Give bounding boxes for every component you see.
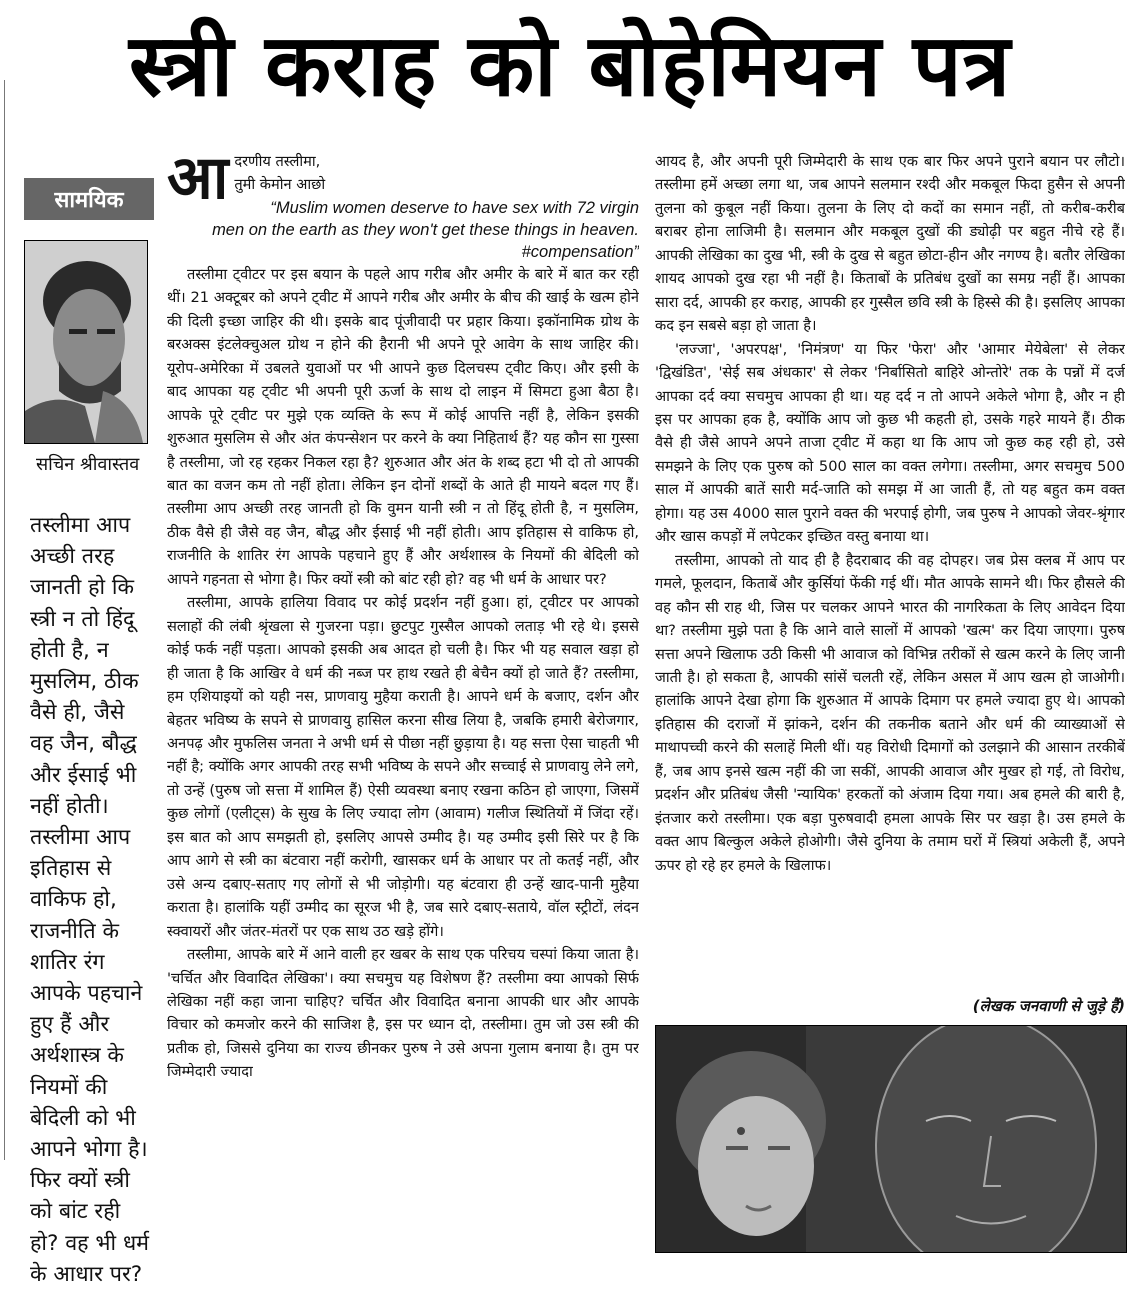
column-divider	[4, 80, 5, 1160]
article-column-2	[655, 150, 1125, 990]
paragraph: तस्लीमा, आपको तो याद ही है हैदराबाद की वह दोपहर। जब प्रेस क्लब में आप पर गमले, फूलदान, किताबें और कुर्सियां फेंकी गई थीं। मौत आपके सामने थी। फिर हौसले की वह कौन सी राह थी, जिस पर चलकर आपने भारत की नागरिकता के लिए आवेदन दिया था? तस्लीमा मुझे पता है कि आने वाले सालों में आपको 'खत्म' कर दिया जाएगा। पुरुष सत्ता अपने खिलाफ उठी किसी भी आवाज को विभिन्न तरीकों से खत्म करने के लिए जानी जाती है। हो सकता है, आपकी सांसें चलती रहें, लेकिन असल में आप खत्म हो जाओगी। हालांकि आपने देखा होगा कि शुरुआत में आपके दिमाग पर हमले ज्यादा हुए थे। आपको इतिहास की दराजों में झांकने, दर्शन की तकनीक बताने और धर्म की व्याख्याओं से माथापच्ची करने की सलाहें मिली थीं। यह विरोधी दिमागों को उलझाने की आसान तरकीबें हैं, जब आप इनसे खत्म नहीं की जा सकीं, आपकी आवाज और मुखर हो गई, तो विरोध, प्रदर्शन और प्रतिबंध जैसी 'न्यायिक' हरकतों को अंजाम दिया गया। अब हमले की बारी है, इंतजार करो तस्लीमा। एक बड़ा पुरुषवादी हमला आपके सिर पर खड़ा है। उस हमले के वक्त आप बिल्कुल अकेले होओगी। जैसे दुनिया के तमाम घरों में स्त्रियां अकेली हैं, अपने ऊपर हो रहे हर हमले के खिलाफ।	[655, 551, 1125, 874]
headline: स्त्री कराह को बोहेमियन पत्र	[128, 16, 1012, 116]
english-tweet-quote: “Muslim women deserve to have sex with 72 virgin men on the earth as they won't get these things in heaven. #compensation”	[212, 198, 639, 261]
article-column-1	[167, 150, 639, 1260]
author-name: सचिन श्रीवास्तव	[36, 454, 140, 475]
paragraph: आयद है, और अपनी पूरी जिम्मेदारी के साथ एक बार फिर अपने पुराने बयान पर लौटो। तस्लीमा हमें अच्छा लगा था, जब आपने सलमान रश्दी और मकबूल फिदा हुसैन से अपनी तुलना को कुबूल नहीं किया। तुलना के लिए दो कदों का समान नहीं, तो करीब-करीब बराबर होना लाजिमी है। सलमान और मकबूल दुखों की ड्योढ़ी पर बहुत नीचे रहे हैं। आपकी लेखिका का दुख भी, स्त्री के दुख से बहुत छोटा-हीन और नगण्य है। बतौर लेखिका शायद आपको दुख रहा भी नहीं है। किताबों के प्रतिबंध दुखों का समग्र नहीं हैं। आपका सारा दर्द, आपकी हर कराह, आपकी हर गुस्सैल छवि स्त्री के हिस्से की है। इसलिए आपका कद इन सबसे बड़ा हो जाता है।	[655, 153, 1125, 335]
taslima-portrait-image	[656, 1026, 1126, 1252]
drop-cap: आ	[167, 150, 229, 213]
salutation-line-2: तुमी केमोन आछो	[234, 176, 326, 194]
section-kicker: सामयिक	[24, 178, 154, 220]
paragraph: 'लज्जा', 'अपरपक्ष', 'निमंत्रण' या फिर 'फेरा' और 'आमार मेयेबेला' से लेकर 'द्विखंडित', 'सेई सब अंधकार' से लेकर 'निर्बासितो बाहिरे ओन्तोरे' तक के पन्नों में दर्ज आपका दर्द क्या सचमुच आपका ही था। यह दर्द न तो आपने अकेले भोगा है, और न ही इस पर आपका हक है, क्योंकि आप जो कुछ भी कहती हो, उसके गहरे मायने हैं। ठीक वैसे ही जैसे आपने अपने ताजा ट्वीट में कहा था कि आप जो कुछ कह रही हो, उसे समझने के लिए एक पुरुष को 500 साल का वक्त लगेगा। तस्लीमा, अगर सचमुच 500 साल में आपकी बातें सारी मर्द-जाति को समझ में आ जाती हैं, तो यह बहुत कम वक्त होगा। यह उस 4000 साल पुराने वक्त की भरपाई होगी, जब पुरुष ने आपको जेवर-श्रृंगार और खास कपड़ों में लपेटकर इच्छित वस्तु बनाया था।	[655, 340, 1125, 546]
paragraph: तस्लीमा, आपके बारे में आने वाली हर खबर के साथ एक परिचय चस्पां किया जाता है। 'चर्चित और विवादित लेखिका'। क्या सचमुच यह विशेषण हैं? तस्लीमा क्या आपको सिर्फ लेखिका नहीं कहा जाना चाहिए? चर्चित और विवादित बनाना आपकी धार और आपके विचार को कमजोर करने की साजिश है, इस पर ध्यान दो, तस्लीमा। तुम जो उस स्त्री की प्रतीक हो, जिससे दुनिया का राज्य छीनकर पुरुष ने उसे अपना गुलाम बनाया है। तुम पर जिम्मेदारी ज्यादा	[167, 946, 639, 1081]
author-footnote: (लेखक जनवाणी से जुड़े हैं)	[972, 997, 1125, 1015]
salutation-line-1: दरणीय तस्लीमा,	[234, 153, 321, 170]
author-portrait-image	[25, 241, 147, 443]
sidebar	[24, 160, 154, 476]
taslima-photo	[655, 1025, 1127, 1253]
paragraph: तस्लीमा, आपके हालिया विवाद पर कोई प्रदर्शन नहीं हुआ। हां, ट्वीटर पर आपको सलाहों की लंबी श्रृंखला से गुजरना पड़ा। छुटपुट गुस्सैल आपको लताड़ भी रहे थे। इससे कोई फर्क नहीं पड़ता। आपको इसकी अब आदत हो चली है। फिर भी यह सवाल खड़ा हो ही जाता है कि आखिर वे धर्म की नब्ज पर हाथ रखते ही बेचैन क्यों हो जाते हैं? तस्लीमा, हम एशियाइयों को यही नस, प्राणवायु मुहैया कराती है। आपने धर्म के बजाए, दर्शन और बेहतर भविष्य के सपने से प्राणवायु हासिल करना सीख लिया है, जबकि हमारी बेरोजगार, अनपढ़ और मुफलिस जनता ने अभी धर्म से पीछा नहीं छुड़ाया है। यह सत्ता ऐसा चाहती भी नहीं है; क्योंकि अगर आपकी तरह सभी भविष्य के सपने और सच्चाई से प्राणवायु लेने लगे, तो उन्हें (पुरुष जो सत्ता में शामिल हैं) ऐसी व्यवस्था बनाए रखना कठिन हो जाएगा, जिसमें कुछ लोगों (एलीट्स) के सुख के लिए ज्यादा लोग (आवाम) गलीज स्थितियों में जिंदा रहें। इस बात को आप समझती हो, इसलिए आपसे उम्मीद है। यह उम्मीद इसी सिरे पर है कि आप आगे से स्त्री का बंटवारा नहीं करोगी, खासकर धर्म के आधार पर तो कतई नहीं, और उसे अन्य दबाए-सताए गए लोगों से भी जोड़ोगी। यह बंटवारा ही उन्हें खाद-पानी मुहैया कराता है। हालांकि यहीं उम्मीद का सूरज भी है, जब सारे दबाए-सताये, वॉल स्ट्रीटों, लंदन स्क्वायरों और जंतर-मंतरों पर एक साथ उठ खड़े होंगे।	[167, 594, 639, 940]
pull-quote: तस्लीमा आप अच्छी तरह जानती हो कि स्त्री न तो हिंदू होती है, न मुसलिम, ठीक वैसे ही, जैसे वह जैन, बौद्ध और ईसाई भी नहीं होती। तस्लीमा आप इतिहास से वाकिफ हो, राजनीति के शातिर रंग आपके पहचाने हुए हैं और अर्थशास्त्र के नियमों की बेदिली को भी आपने भोगा है। फिर क्यों स्त्री को बांट रही हो? वह भी धर्म के आधार पर?	[30, 513, 150, 1287]
author-photo	[24, 240, 148, 444]
paragraph: तस्लीमा ट्वीटर पर इस बयान के पहले आप गरीब और अमीर के बारे में बात कर रही थीं। 21 अक्टूबर को अपने ट्वीट में आपने गरीब और अमीर के बीच की खाई के खत्म होने की दिली इच्छा जाहिर की थी। इसके बाद पूंजीवादी पर प्रहार किया। इकॉनामिक ग्रोथ के बरअक्स इंटलेक्चुअल ग्रोथ न होने की हैरानी भी अपने पूरे आवेग के साथ जाहिर की। यूरोप-अमेरिका में उबलते युवाओं पर भी आपने कुछ दिलचस्प ट्वीट किए। और इसी के बाद आपका यह ट्वीट भी अपनी पूरी ऊर्जा के साथ दो लाइन में सिमटा हुआ बैठा है। आपके पूरे ट्वीट पर मुझे एक व्यक्ति के रूप में कोई आपत्ति नहीं है, लेकिन इसकी शुरुआत मुसलिम से और अंत कंपन्सेशन पर करने के क्या निहितार्थ हैं? यह कौन सा गुस्सा है तस्लीमा, जो रह रहकर निकल रहा है? शुरुआत और अंत के शब्द हटा भी दो तो आपकी बात का वजन कम तो नहीं होता। लेकिन इन दोनों शब्दों के आते ही मायने बदल गए हैं। तस्लीमा आप अच्छी तरह जानती हो कि वुमन यानी स्त्री न तो हिंदू होती है, न मुसलिम, ठीक वैसे ही जैसे वह जैन, बौद्ध और ईसाई भी नहीं होती। आप इतिहास से वाकिफ हो, राजनीति के शातिर रंग आपके पहचाने हुए हैं और अर्थशास्त्र के नियमों की बेदिली को आपने गहनता से भोगा है। फिर क्यों स्त्री को बांट रही हो? वह भी धर्म के आधार पर?	[167, 265, 639, 588]
